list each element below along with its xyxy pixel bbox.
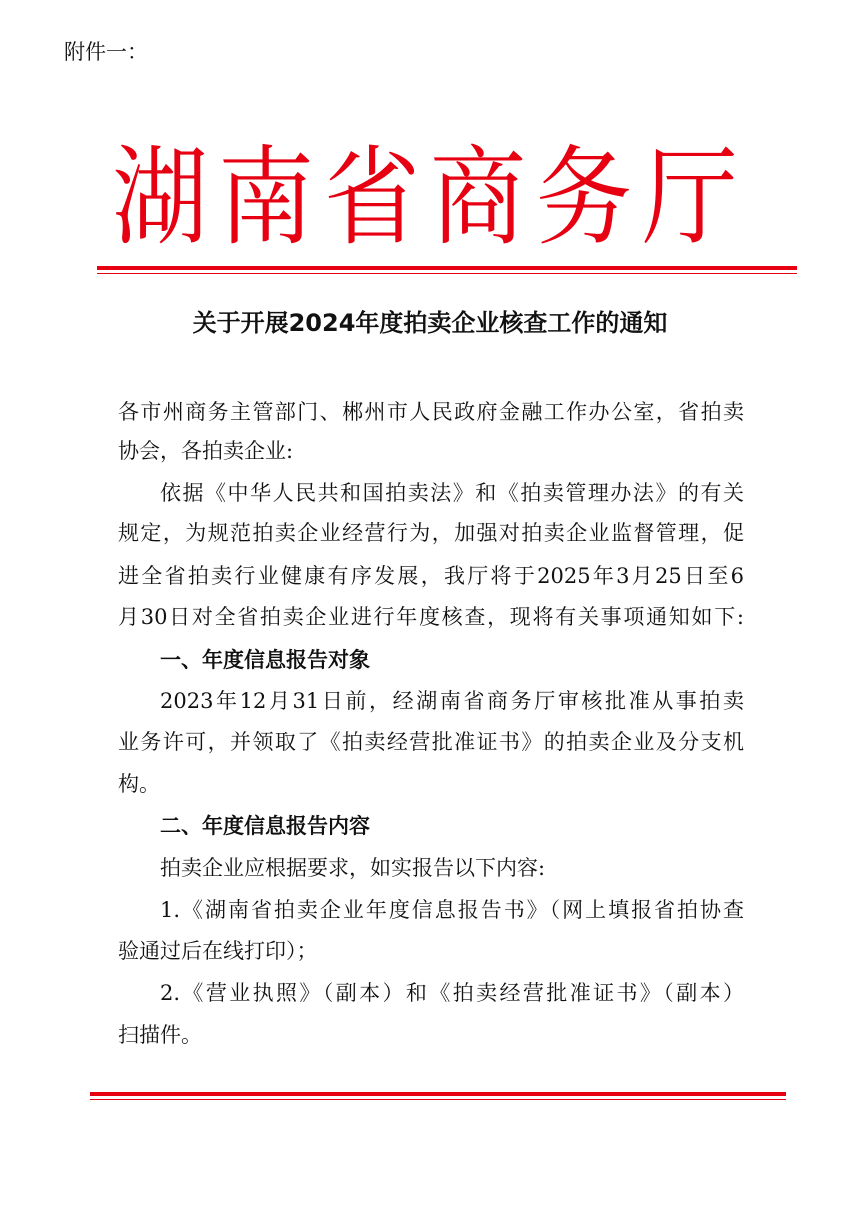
footer-red-rule bbox=[90, 1092, 786, 1100]
addressee-line-2: 协会，各拍卖企业: bbox=[118, 439, 294, 463]
section1-line-3: 构。 bbox=[118, 772, 160, 796]
section2-item1-line-1: 1.《湖南省拍卖企业年度信息报告书》（网上填报省拍协查 bbox=[160, 898, 744, 922]
intro-line-1: 依据《中华人民共和国拍卖法》和《拍卖管理办法》的有关 bbox=[160, 481, 744, 505]
intro-line-2: 规定，为规范拍卖企业经营行为，加强对拍卖企业监督管理，促 bbox=[118, 521, 744, 545]
issuer-masthead: 湖南省商务厅 bbox=[112, 134, 748, 261]
section2-item1-line-2: 验通过后在线打印）； bbox=[118, 939, 318, 963]
intro-line-3: 进全省拍卖行业健康有序发展，我厅将于2025年3月25日至6 bbox=[118, 564, 744, 588]
section2-item2-line-1: 2.《营业执照》（副本）和《拍卖经营批准证书》（副本） bbox=[160, 981, 744, 1005]
section2-heading: 二、年度信息报告内容 bbox=[160, 814, 370, 838]
header-red-rule bbox=[97, 266, 797, 274]
section1-line-1: 2023年12月31日前，经湖南省商务厅审核批准从事拍卖 bbox=[160, 689, 744, 713]
section1-heading: 一、年度信息报告对象 bbox=[160, 648, 370, 672]
attachment-label: 附件一： bbox=[64, 40, 148, 64]
addressee-line-1: 各市州商务主管部门、郴州市人民政府金融工作办公室，省拍卖 bbox=[118, 400, 744, 424]
intro-line-4: 月30日对全省拍卖企业进行年度核查，现将有关事项通知如下: bbox=[118, 605, 744, 629]
section2-lead: 拍卖企业应根据要求，如实报告以下内容: bbox=[160, 856, 546, 880]
section1-line-2: 业务许可，并领取了《拍卖经营批准证书》的拍卖企业及分支机 bbox=[118, 730, 744, 754]
document-title: 关于开展2024年度拍卖企业核查工作的通知 bbox=[192, 309, 668, 337]
section2-item2-line-2: 扫描件。 bbox=[118, 1023, 202, 1047]
